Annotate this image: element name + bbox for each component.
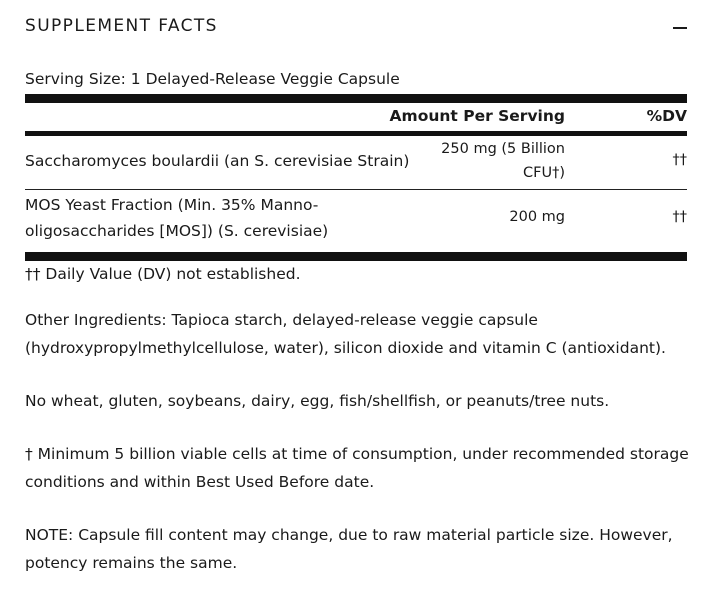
minus-icon[interactable] xyxy=(673,27,687,29)
dv-footnote: †† Daily Value (DV) not established. xyxy=(25,265,301,283)
column-header-amount: Amount Per Serving xyxy=(389,107,565,125)
fill-content-note: NOTE: Capsule fill content may change, due to raw material particle size. However, potency remains the same. xyxy=(25,526,673,572)
row-divider xyxy=(25,189,687,190)
other-ingredients: Other Ingredients: Tapioca starch, delayed-release veggie capsule (hydroxypropylmethylcellulose, water), silicon dioxide and vitamin C (antioxidant). xyxy=(25,311,666,357)
ingredient-amount: 200 mg xyxy=(509,209,565,225)
ingredient-amount xyxy=(441,137,565,185)
header-rule xyxy=(25,131,687,136)
section-title: SUPPLEMENT FACTS xyxy=(25,16,218,36)
ingredient-amount-line: 250 mg (5 Billion xyxy=(441,141,565,157)
ingredient-name-line: oligosaccharides [MOS]) (S. cerevisiae) xyxy=(25,222,329,240)
supplement-facts-header[interactable] xyxy=(25,14,687,42)
ingredient-dv: †† xyxy=(672,209,687,225)
ingredient-dv: †† xyxy=(672,152,687,168)
column-header-dv: %DV xyxy=(646,107,687,125)
allergen-statement: No wheat, gluten, soybeans, dairy, egg, fish/shellfish, or peanuts/tree nuts. xyxy=(25,392,610,410)
ingredient-name xyxy=(25,192,328,244)
table-top-rule xyxy=(25,94,687,103)
serving-size: Serving Size: 1 Delayed-Release Veggie Capsule xyxy=(25,70,400,88)
viability-footnote: † Minimum 5 billion viable cells at time of consumption, under recommended storage conditions and within Best Used Before date. xyxy=(25,445,689,491)
ingredient-name: Saccharomyces boulardii (an S. cerevisiae Strain) xyxy=(25,152,410,170)
ingredient-name-line: MOS Yeast Fraction (Min. 35% Manno- xyxy=(25,196,319,214)
ingredient-amount-line: CFU†) xyxy=(523,165,565,181)
